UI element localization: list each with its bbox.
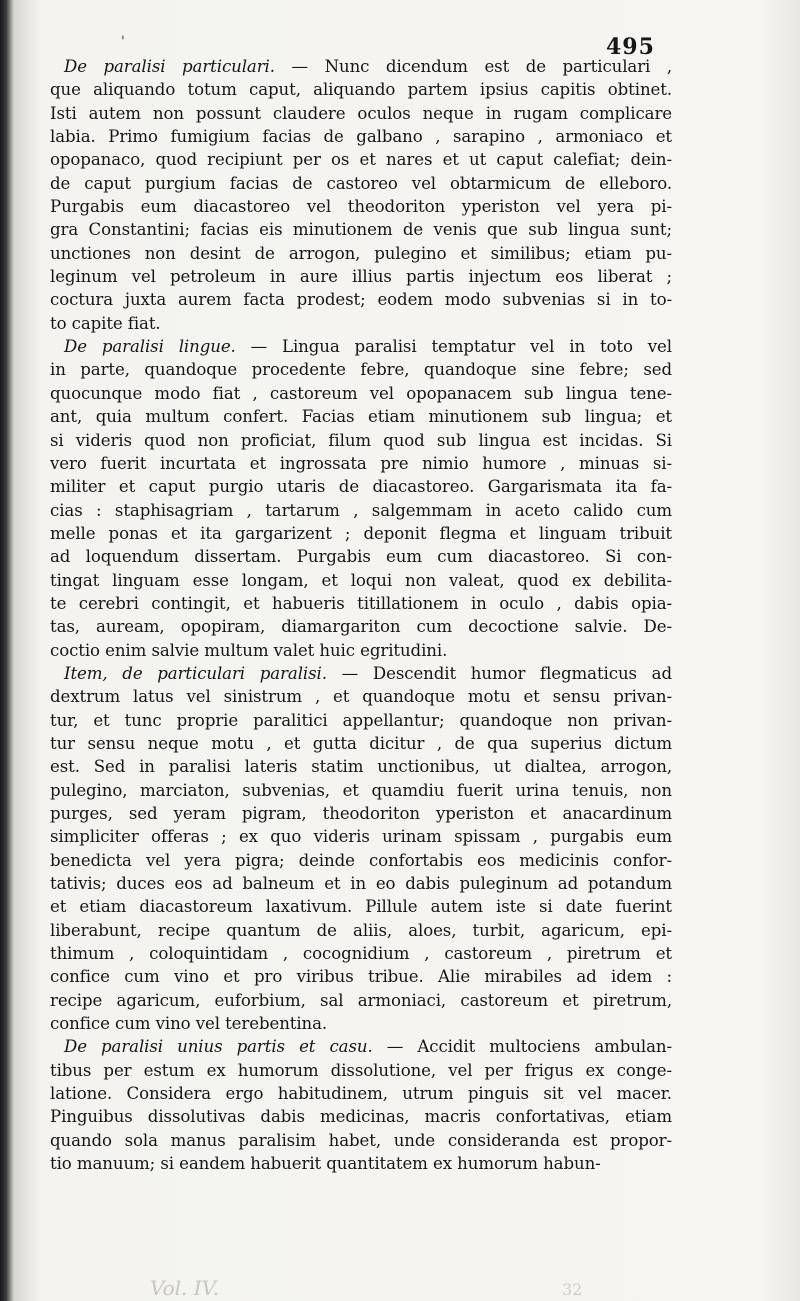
text-line (50, 849, 672, 872)
line-text: — Nunc dicendum est de particulari , (291, 57, 672, 76)
line-text: tativis; duces eos ad balneum et in eo dabis puleginum ad potandum (50, 874, 672, 894)
text-line (50, 779, 672, 802)
text-line (50, 522, 672, 545)
text-line (50, 732, 672, 755)
text-line (50, 125, 672, 148)
text-line (50, 989, 672, 1012)
line-text: — Lingua paralisi temptatur vel in toto vel (250, 337, 672, 357)
line-text: pulegino, marciaton, subvenias, et quamdiu fuerit urina tenuis, non (50, 780, 672, 800)
line-text: gra Constantini; facias eis minutionem de venis que sub lingua sunt; (50, 220, 672, 240)
text-line (50, 195, 672, 218)
text-line (50, 639, 672, 662)
line-text: Pinguibus dissolutivas dabis medicinas, macris confortativas, etiam (50, 1107, 672, 1127)
line-text: — Accidit multociens ambulan- (386, 1037, 672, 1057)
line-text: est. Sed in paralisi lateris statim unctionibus, ut dialtea, arrogon, (50, 757, 672, 777)
line-text: et etiam diacastoreum laxativum. Pillule autem iste si date fuerint (50, 897, 672, 917)
line-text: in parte, quandoque procedente febre, quandoque sine febre; sed (50, 360, 672, 380)
line-text: cias : staphisagriam , tartarum , salgemmam in aceto calido cum (50, 500, 672, 520)
line-text: labia. Primo fumigium facias de galbano , sarapino , armoniaco et (50, 127, 672, 147)
text-line (50, 615, 672, 638)
line-text: simpliciter offeras ; ex quo videris urinam spissam , purgabis eum (50, 827, 672, 847)
text-line (50, 218, 672, 241)
line-text: confice cum vino et pro viribus tribue. Alie mirabiles ad idem : (50, 967, 672, 987)
text-line (50, 1082, 672, 1105)
text-line (50, 1035, 672, 1058)
body-text (50, 55, 672, 1176)
text-line (50, 1012, 672, 1035)
text-line (50, 685, 672, 708)
paragraph (50, 662, 672, 1036)
line-text: de caput purgium facias de castoreo vel obtarmicum de elleboro. (50, 173, 672, 193)
text-line (50, 895, 672, 918)
line-text: ad loquendum dissertam. Purgabis eum cum diacastoreo. Si con- (50, 547, 672, 567)
text-line (50, 55, 672, 78)
text-line (50, 78, 672, 101)
text-line (50, 545, 672, 568)
text-line (50, 265, 672, 288)
text-line (50, 1105, 672, 1128)
line-text: vero fuerit incurtata et ingrossata pre nimio humore , minuas si- (50, 453, 672, 473)
line-text: melle ponas et ita gargarizent ; deponit flegma et linguam tribuit (50, 523, 672, 543)
text-line (50, 919, 672, 942)
line-text: leginum vel petroleum in aure illius partis injectum eos liberat ; (50, 267, 672, 287)
text-line (50, 802, 672, 825)
line-text: te cerebri contingit, et habueris titillationem in oculo , dabis opia- (50, 593, 672, 613)
text-line (50, 942, 672, 965)
text-line (50, 1129, 672, 1152)
line-text: tio manuum; si eandem habuerit quantitatem ex humorum habun- (50, 1154, 601, 1174)
line-text: — Descendit humor flegmaticus ad (341, 663, 672, 683)
line-text: recipe agaricum, euforbium, sal armoniaci, castoreum et piretrum, (50, 990, 672, 1010)
section-heading: Item, de particulari paralisi. (64, 663, 327, 683)
line-text: quocunque modo fiat , castoreum vel opopanacem sub lingua tene- (50, 383, 672, 403)
line-text: benedicta vel yera pigra; deinde confortabis eos medicinis confor- (50, 850, 672, 870)
text-line (50, 1059, 672, 1082)
stray-mark: ' (121, 34, 125, 50)
paragraph (50, 335, 672, 662)
line-text: dextrum latus vel sinistrum , et quandoque motu et sensu privan- (50, 687, 672, 707)
text-line (50, 148, 672, 171)
line-text: unctiones non desint de arrogon, pulegino et similibus; etiam pu- (50, 243, 672, 263)
text-line (50, 1152, 672, 1175)
text-line (50, 335, 672, 358)
line-text: quando sola manus paralisim habet, unde consideranda est propor- (50, 1130, 672, 1150)
line-text: si videris quod non proficiat, filum quod sub lingua est incidas. Si (50, 430, 672, 450)
line-text: ant, quia multum confert. Facias etiam minutionem sub lingua; et (50, 407, 672, 427)
page-number: 495 (606, 34, 655, 60)
line-text: opopanaco, quod recipiunt per os et nares et ut caput calefiat; dein- (50, 150, 672, 170)
line-text: coctura juxta aurem facta prodest; eodem modo subvenias si in to- (50, 290, 672, 310)
text-line (50, 662, 672, 685)
line-text: confice cum vino vel terebentina. (50, 1014, 328, 1034)
text-line (50, 382, 672, 405)
text-line (50, 452, 672, 475)
line-text: tas, auream, opopiram, diamargariton cum decoctione salvie. De- (50, 617, 672, 637)
line-text: liberabunt, recipe quantum de aliis, aloes, turbit, agaricum, epi- (50, 920, 672, 940)
line-text: coctio enim salvie multum valet huic egritudini. (50, 640, 448, 660)
text-line (50, 288, 672, 311)
text-line (50, 405, 672, 428)
text-line (50, 172, 672, 195)
line-text: Purgabis eum diacastoreo vel theodoriton yperiston vel yera pi- (50, 197, 672, 217)
line-text: militer et caput purgio utaris de diacastoreo. Gargarismata ita fa- (50, 477, 672, 497)
text-line (50, 102, 672, 125)
text-line (50, 965, 672, 988)
line-text: tingat linguam esse longam, et loqui non valeat, quod ex debilita- (50, 570, 672, 590)
text-line (50, 569, 672, 592)
text-line (50, 475, 672, 498)
line-text: Isti autem non possunt claudere oculos neque in rugam complicare (50, 103, 672, 123)
line-text: tur sensu neque motu , et gutta dicitur , de qua superius dictum (50, 733, 672, 753)
text-line (50, 358, 672, 381)
text-line (50, 242, 672, 265)
section-heading: De paralisi lingue. (64, 337, 236, 357)
line-text: tibus per estum ex humorum dissolutione, vel per frigus ex conge- (50, 1060, 672, 1080)
text-line (50, 312, 672, 335)
footer-bleed-through-signature: 32 (562, 1280, 583, 1299)
line-text: que aliquando totum caput, aliquando partem ipsius capitis obtinet. (50, 80, 672, 100)
paragraph (50, 55, 672, 335)
line-text: to capite fiat. (50, 313, 161, 333)
text-line (50, 825, 672, 848)
section-heading: De paralisi unius partis et casu. (64, 1037, 373, 1057)
line-text: tur, et tunc proprie paralitici appellantur; quandoque non privan- (50, 710, 672, 730)
text-line (50, 872, 672, 895)
line-text: purges, sed yeram pigram, theodoriton yperiston et anacardinum (50, 804, 672, 823)
text-line (50, 709, 672, 732)
text-line (50, 592, 672, 615)
line-text: thimum , coloquintidam , cocognidium , castoreum , piretrum et (50, 944, 672, 964)
paragraph (50, 1035, 672, 1175)
text-line (50, 429, 672, 452)
text-line (50, 499, 672, 522)
section-heading: De paralisi particulari. (64, 57, 275, 76)
footer-bleed-through-volume: Vol. IV. (150, 1276, 219, 1300)
line-text: latione. Considera ergo habitudinem, utrum pinguis sit vel macer. (50, 1084, 672, 1104)
text-line (50, 755, 672, 778)
